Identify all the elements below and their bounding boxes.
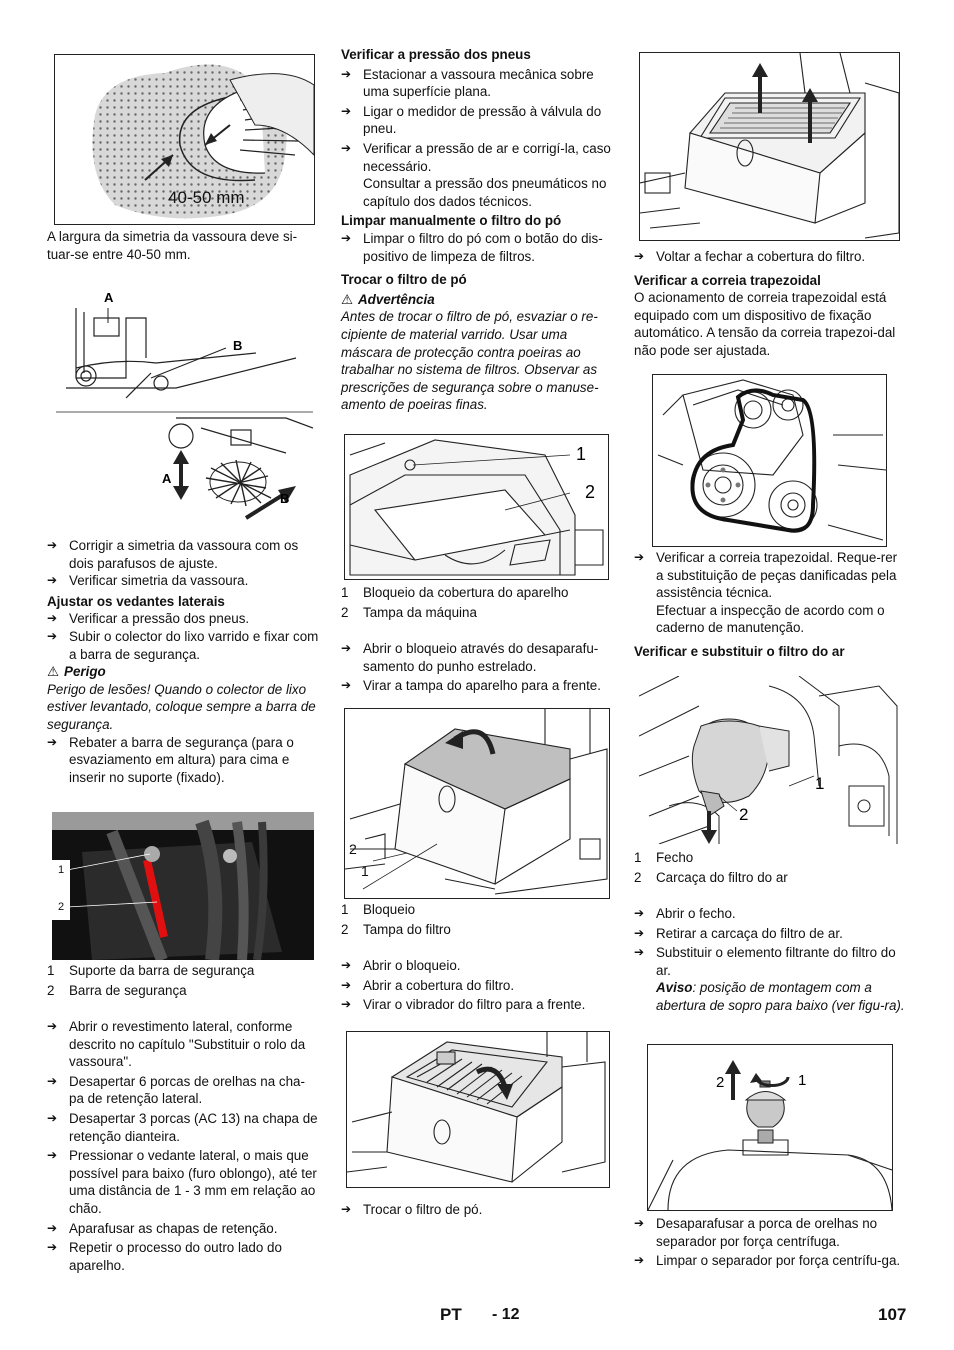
fig-sep-callout-2: 2 bbox=[716, 1074, 725, 1091]
step-open-latch: ➔ Abrir o fecho. bbox=[634, 905, 906, 923]
fig-air-callout-1: 1 bbox=[815, 774, 825, 793]
warning-label bbox=[341, 291, 613, 309]
tyre-note: Consultar a pressão dos pneumáticos no capítulo dos dados técnicos. bbox=[363, 176, 607, 209]
legend-item bbox=[47, 982, 319, 1000]
legend-safety-bar bbox=[47, 962, 319, 999]
danger-text: Perigo de lesões! Quando o colector de lixo estiver levantado, coloque sempre a barra de segurança. bbox=[47, 681, 316, 732]
warning-text: Antes de trocar o filtro de pó, esvaziar o re-cipiente de material varrido. Usar uma máscara de protecção contra poeiras ao trabalhar no sistema de filtros. Observar as prescrições de segurança sobre o manuse-amento de poeiras finas. bbox=[341, 309, 599, 413]
heading-air-filter: Verificar e substituir o filtro do ar bbox=[634, 643, 845, 659]
step-correct-brush: ➔ Corrigir a simetria da vassoura com os dois parafusos de ajuste. bbox=[47, 537, 319, 572]
step-connect-gauge: ➔ Ligar o medidor de pressão à válvula do pneu. bbox=[341, 103, 613, 138]
step-park: ➔ Estacionar a vassoura mecânica sobre uma superfície plana. bbox=[341, 66, 613, 101]
figure-air-filter bbox=[639, 676, 900, 844]
legend-number: 1 bbox=[634, 850, 642, 865]
warning-triangle-icon: ⚠ bbox=[341, 291, 354, 307]
footer-language: PT bbox=[440, 1305, 462, 1324]
brush-pattern-label: 40-50 mm bbox=[168, 188, 245, 207]
step-screw-plates: ➔ Aparafusar as chapas de retenção. bbox=[47, 1220, 319, 1238]
legend-item bbox=[341, 604, 613, 622]
step-clean-filter: ➔ Limpar o filtro do pó com o botão do dis-positivo de limpeza de filtros. bbox=[341, 230, 613, 265]
heading-tyre-pressure: Verificar a pressão dos pneus bbox=[341, 47, 531, 62]
step-replace-element: ➔ Substituir o elemento filtrante do filtro do ar. bbox=[634, 944, 906, 979]
steps-open-filter bbox=[341, 957, 613, 1014]
figure-filter-shaker bbox=[346, 1031, 610, 1188]
danger-label-text: Perigo bbox=[64, 664, 106, 680]
figure-filter-open bbox=[639, 52, 900, 241]
step-press-seal: ➔ Pressionar o vedante lateral, o mais que possível para baixo (furo oblongo), até ter uma distância de 1 - 3 mm em relação ao chão. bbox=[47, 1147, 319, 1217]
legend-number: 2 bbox=[341, 921, 349, 937]
legend-filter-cover bbox=[341, 901, 613, 938]
figure-centrifugal-separator bbox=[647, 1044, 893, 1211]
step-change-filter: ➔ Trocar o filtro de pó. bbox=[341, 1201, 613, 1219]
step-repeat-other-side: ➔ Repetir o processo do outro lado do aparelho. bbox=[47, 1239, 319, 1274]
danger-label bbox=[47, 663, 319, 681]
step-tyre-pressure: ➔ Verificar a pressão dos pneus. bbox=[47, 610, 319, 628]
steps-v-belt bbox=[634, 549, 906, 661]
steps-brush-correct bbox=[47, 537, 319, 786]
footer-page-number: 107 bbox=[878, 1305, 907, 1324]
fig3-callout-1: 1 bbox=[58, 864, 65, 876]
legend-number: 1 bbox=[341, 585, 349, 600]
figure-machine-cover bbox=[344, 434, 609, 580]
step-close-filter-cover: ➔ Voltar a fechar a cobertura do filtro. bbox=[634, 248, 906, 266]
belt-text: O acionamento de correia trapezoidal está equipado com um dispositivo de fixação automático. A tensão da correia trapezoi-dal não pode ser ajustada. bbox=[634, 290, 896, 358]
fig2-label-a1: A bbox=[104, 290, 114, 305]
legend-text: Bloqueio da cobertura do aparelho bbox=[363, 585, 569, 600]
legend-air-filter bbox=[634, 849, 906, 886]
belt-note: Efectuar a inspecção de acordo com o caderno de manutenção. bbox=[656, 602, 885, 636]
fig4-callout-2: 2 bbox=[585, 482, 596, 502]
step-check-v-belt: ➔ Verificar a correia trapezoidal. Reque-rer a substituição de peças danificadas pela assistência técnica. bbox=[634, 549, 906, 602]
fig2-label-b2: B bbox=[280, 491, 290, 506]
fig3-callout-2: 2 bbox=[58, 901, 65, 913]
figure-safety-bar bbox=[52, 812, 314, 960]
caption-brush-pattern: A largura da simetria da vassoura deve si-tuar-se entre 40-50 mm. bbox=[47, 229, 298, 262]
step-loosen-separator-nut: ➔ Desaparafusar a porca de orelhas no separador por força centrífuga. bbox=[634, 1215, 906, 1250]
heading-change-filter: Trocar o filtro de pó bbox=[341, 272, 467, 288]
step-tilt-shaker: ➔ Virar o vibrador do filtro para a frente. bbox=[341, 996, 613, 1014]
warning-triangle-icon: ⚠ bbox=[47, 664, 60, 680]
legend-item bbox=[634, 869, 906, 887]
warning-label-text: Advertência bbox=[358, 291, 435, 307]
legend-text: Bloqueio bbox=[363, 902, 416, 917]
legend-item bbox=[47, 962, 319, 980]
legend-number: 1 bbox=[341, 902, 349, 917]
figure-brush-adjustment bbox=[56, 278, 313, 528]
heading-v-belt: Verificar a correia trapezoidal bbox=[634, 272, 821, 288]
legend-machine-cover bbox=[341, 584, 613, 621]
step-loosen-wing-nuts: ➔ Desapertar 6 porcas de orelhas na cha-pa de retenção lateral. bbox=[47, 1073, 319, 1108]
legend-text: Suporte da barra de segurança bbox=[69, 963, 255, 978]
section-tyre-pressure bbox=[341, 46, 613, 414]
step-check-pressure: ➔ Verificar a pressão de ar e corrigí-la, caso necessário. bbox=[341, 140, 613, 175]
step-verify-brush: ➔ Verificar simetria da vassoura. bbox=[47, 572, 319, 590]
figure-filter-cover bbox=[344, 708, 610, 899]
legend-text: Tampa da máquina bbox=[363, 604, 477, 620]
figure-brush-pattern bbox=[54, 54, 315, 225]
step-loosen-front-nuts: ➔ Desapertar 3 porcas (AC 13) na chapa de retenção dianteira. bbox=[47, 1110, 319, 1145]
fig2-label-b1: B bbox=[233, 338, 243, 353]
steps-side-seals bbox=[47, 1018, 319, 1274]
step-safety-bar: ➔ Rebater a barra de segurança (para o esvaziamento em altura) para cima e inserir no suporte (fixado). bbox=[47, 734, 319, 787]
steps-air-filter bbox=[634, 905, 906, 1015]
step-open-side-panel: ➔ Abrir o revestimento lateral, conforme descrito no capítulo "Substituir o rolo da vassoura". bbox=[47, 1018, 319, 1071]
heading-side-seals: Ajustar os vedantes laterais bbox=[47, 593, 225, 609]
legend-text: Fecho bbox=[656, 850, 694, 865]
fig-air-callout-2: 2 bbox=[739, 805, 749, 824]
legend-item bbox=[341, 921, 613, 939]
legend-text: Carcaça do filtro do ar bbox=[656, 869, 788, 885]
fig5-callout-2-label: 2 bbox=[349, 841, 357, 857]
step-open-filter-cover: ➔ Abrir a cobertura do filtro. bbox=[341, 977, 613, 995]
legend-number: 2 bbox=[47, 982, 55, 998]
figure-v-belt bbox=[652, 374, 887, 547]
aviso-text: : posição de montagem com a abertura de sopro para baixo (ver figu-ra). bbox=[656, 980, 905, 1013]
step-open-lock: ➔ Abrir o bloqueio. bbox=[341, 957, 613, 975]
fig-sep-callout-1: 1 bbox=[798, 1072, 807, 1089]
legend-text: Barra de segurança bbox=[69, 982, 187, 998]
footer-local-page: - 12 bbox=[492, 1306, 520, 1323]
steps-close-filter bbox=[634, 248, 906, 360]
legend-item bbox=[634, 849, 906, 867]
steps-change-filter bbox=[341, 1201, 613, 1219]
legend-number: 1 bbox=[47, 963, 55, 978]
step-tilt-cover: ➔ Virar a tampa do aparelho para a frente. bbox=[341, 677, 613, 695]
fig4-callout-1: 1 bbox=[576, 444, 587, 464]
step-open-lock-star-knob: ➔ Abrir o bloqueio através do desaparafu-samento do punho estrelado. bbox=[341, 640, 613, 675]
legend-number: 2 bbox=[634, 869, 642, 885]
step-remove-housing: ➔ Retirar a carcaça do filtro de ar. bbox=[634, 925, 906, 943]
legend-item bbox=[341, 584, 613, 602]
legend-number: 2 bbox=[341, 604, 349, 620]
legend-item bbox=[341, 901, 613, 919]
aviso-label: Aviso bbox=[656, 980, 693, 996]
legend-text: Tampa do filtro bbox=[363, 921, 451, 937]
step-raise-hopper: ➔ Subir o colector do lixo varrido e fixar com a barra de segurança. bbox=[47, 628, 319, 663]
step-clean-separator: ➔ Limpar o separador por força centrífu-ga. bbox=[634, 1252, 906, 1270]
aviso-note bbox=[634, 979, 906, 1014]
fig5-callout-1-label: 1 bbox=[361, 863, 369, 879]
steps-open-cover bbox=[341, 640, 613, 695]
fig2-label-a2: A bbox=[162, 471, 172, 486]
steps-separator bbox=[634, 1215, 906, 1270]
heading-clean-filter: Limpar manualmente o filtro do pó bbox=[341, 213, 562, 229]
